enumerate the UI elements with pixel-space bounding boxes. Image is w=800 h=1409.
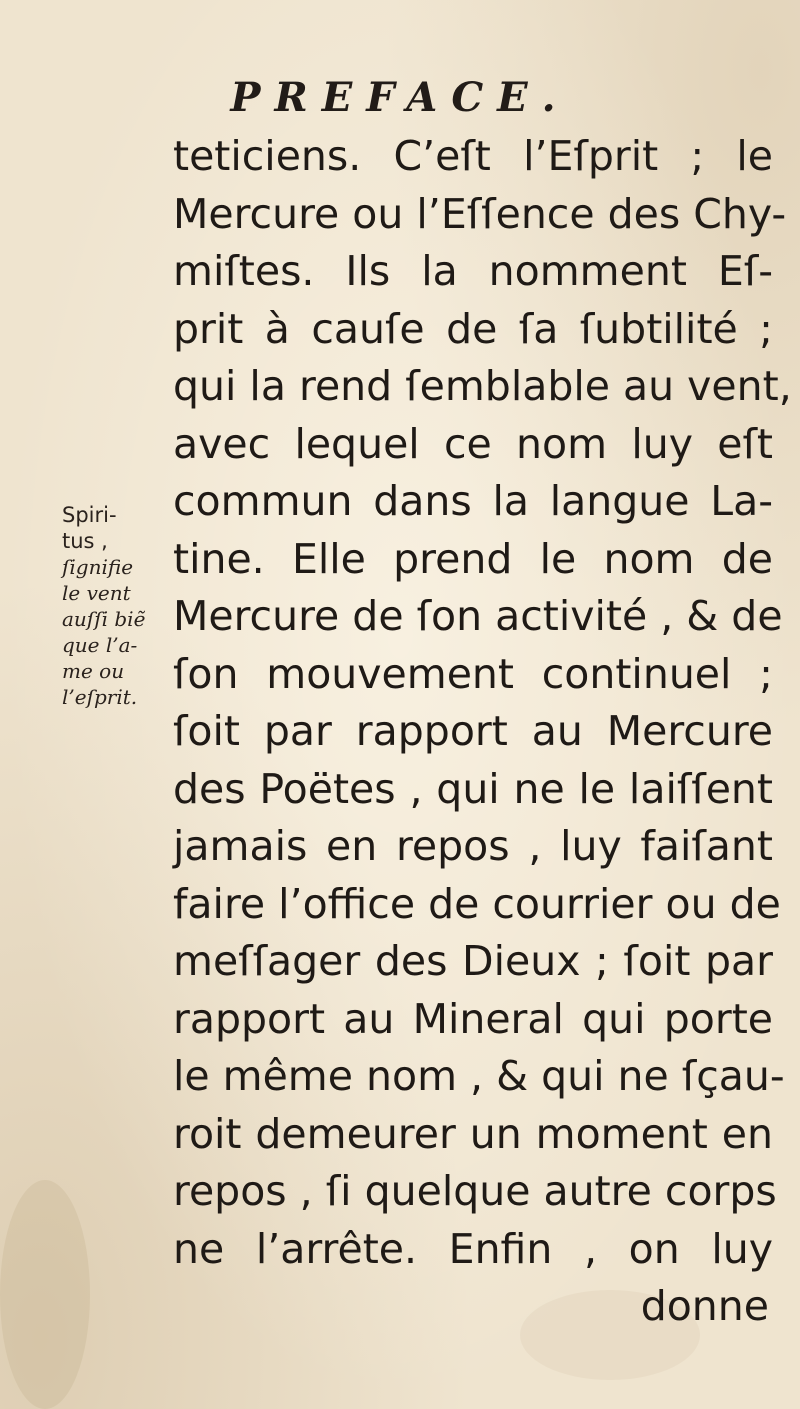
text-line: jamais en repos , luy faiſant	[173, 822, 773, 870]
margin-note	[62, 502, 162, 710]
text-line: qui la rend ſemblable au vent,	[173, 362, 792, 410]
text-line: meſſager des Dieux ; ſoit par	[173, 937, 773, 985]
text-line: teticiens. C’eſt l’Eſprit ; le	[173, 132, 773, 180]
catchword: donne	[640, 1282, 769, 1330]
margin-note-line: me ou	[62, 659, 125, 683]
text-line: le même nom , & qui ne ſçau-	[173, 1052, 785, 1100]
text-line: commun dans la langue La-	[173, 477, 773, 525]
margin-note-line: le vent	[62, 581, 131, 605]
margin-note-line: Spiri-	[62, 503, 117, 527]
margin-note-line: auſſi biẽ	[62, 607, 146, 631]
text-line: prit à cauſe de ſa ſubtilité ;	[173, 304, 773, 353]
text-line: rapport au Mineral qui porte	[173, 994, 773, 1043]
text-line: des Poëtes , qui ne le laiſſent	[173, 764, 773, 813]
margin-note-line: l’eſprit.	[62, 685, 138, 709]
text-line: tine. Elle prend le nom de	[173, 534, 773, 583]
paper-stain	[0, 1180, 90, 1409]
margin-note-line: ſignifie	[62, 555, 134, 579]
text-line: avec lequel ce nom luy eſt	[173, 419, 773, 468]
text-line: Mercure de ſon activité , & de	[173, 592, 783, 640]
margin-note-line: tus ,	[62, 529, 108, 553]
text-line: faire l’office de courrier ou de	[173, 879, 781, 928]
text-line: miſtes. Ils la nomment Eſ-	[173, 247, 773, 295]
text-line: roit demeurer un moment en	[173, 1109, 773, 1158]
body-text	[173, 128, 792, 1336]
text-line: repos , ſi quelque autre corps	[173, 1167, 777, 1215]
text-line: Mercure ou l’Eſſence des Chy-	[173, 189, 787, 238]
running-header: PREFACE.	[230, 74, 570, 121]
text-line: ſoit par rapport au Mercure	[173, 707, 773, 755]
margin-note-line: que l’a-	[62, 633, 138, 657]
text-line: ne l’arrête. Enfin , on luy	[173, 1224, 773, 1273]
text-line: ſon mouvement continuel ;	[173, 649, 773, 698]
